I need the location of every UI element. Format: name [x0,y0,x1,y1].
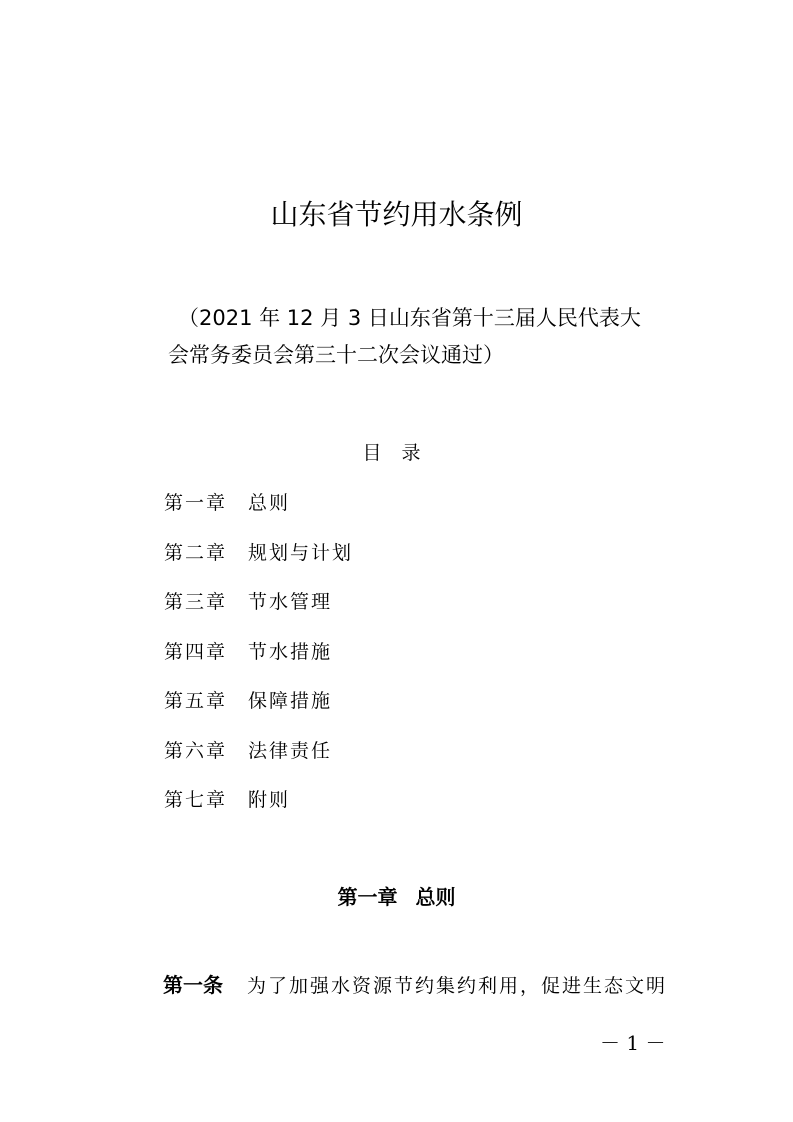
toc-item [164,538,353,588]
toc-chapter-number: 第二章 [164,541,228,564]
toc-chapter-number: 第七章 [164,789,228,811]
toc-chapter-number: 第四章 [164,640,228,663]
chapter-heading [0,880,793,914]
toc-chapter-title: 规划与计划 [248,541,354,564]
toc-item [164,736,353,786]
article-number: 第一条 [163,973,223,997]
toc-chapter-title: 附则 [248,789,291,811]
toc-chapter-title: 法律责任 [248,739,333,762]
table-of-contents [164,488,353,835]
page-number: － 1 － [600,1031,666,1055]
toc-chapter-title: 节水管理 [248,591,333,613]
toc-item [164,488,353,538]
toc-chapter-number: 第五章 [164,690,228,712]
toc-chapter-title: 保障措施 [248,690,333,712]
adoption-note-line-2: 会常务委员会第三十二次会议通过） [168,343,504,367]
toc-chapter-title: 节水措施 [248,640,333,663]
document-title: 山东省节约用水条例 [270,198,523,231]
toc-chapter-title: 总则 [248,492,291,514]
article-text: 为了加强水资源节约集约利用，促进生态文明 [247,975,668,997]
article-paragraph [163,968,683,1003]
toc-item [164,785,353,835]
toc-item [164,587,353,637]
chapter-number: 第一章 [337,885,398,909]
toc-item [164,686,353,736]
adoption-note [168,300,648,374]
chapter-title: 总则 [415,885,456,909]
adoption-note-line-1: （2021 年 12 月 3 日山东省第十三届人民代表大 [178,306,641,330]
toc-heading: 目录 [362,442,441,464]
toc-chapter-number: 第一章 [164,492,228,514]
toc-chapter-number: 第三章 [164,591,228,613]
toc-chapter-number: 第六章 [164,739,228,762]
toc-item [164,637,353,687]
